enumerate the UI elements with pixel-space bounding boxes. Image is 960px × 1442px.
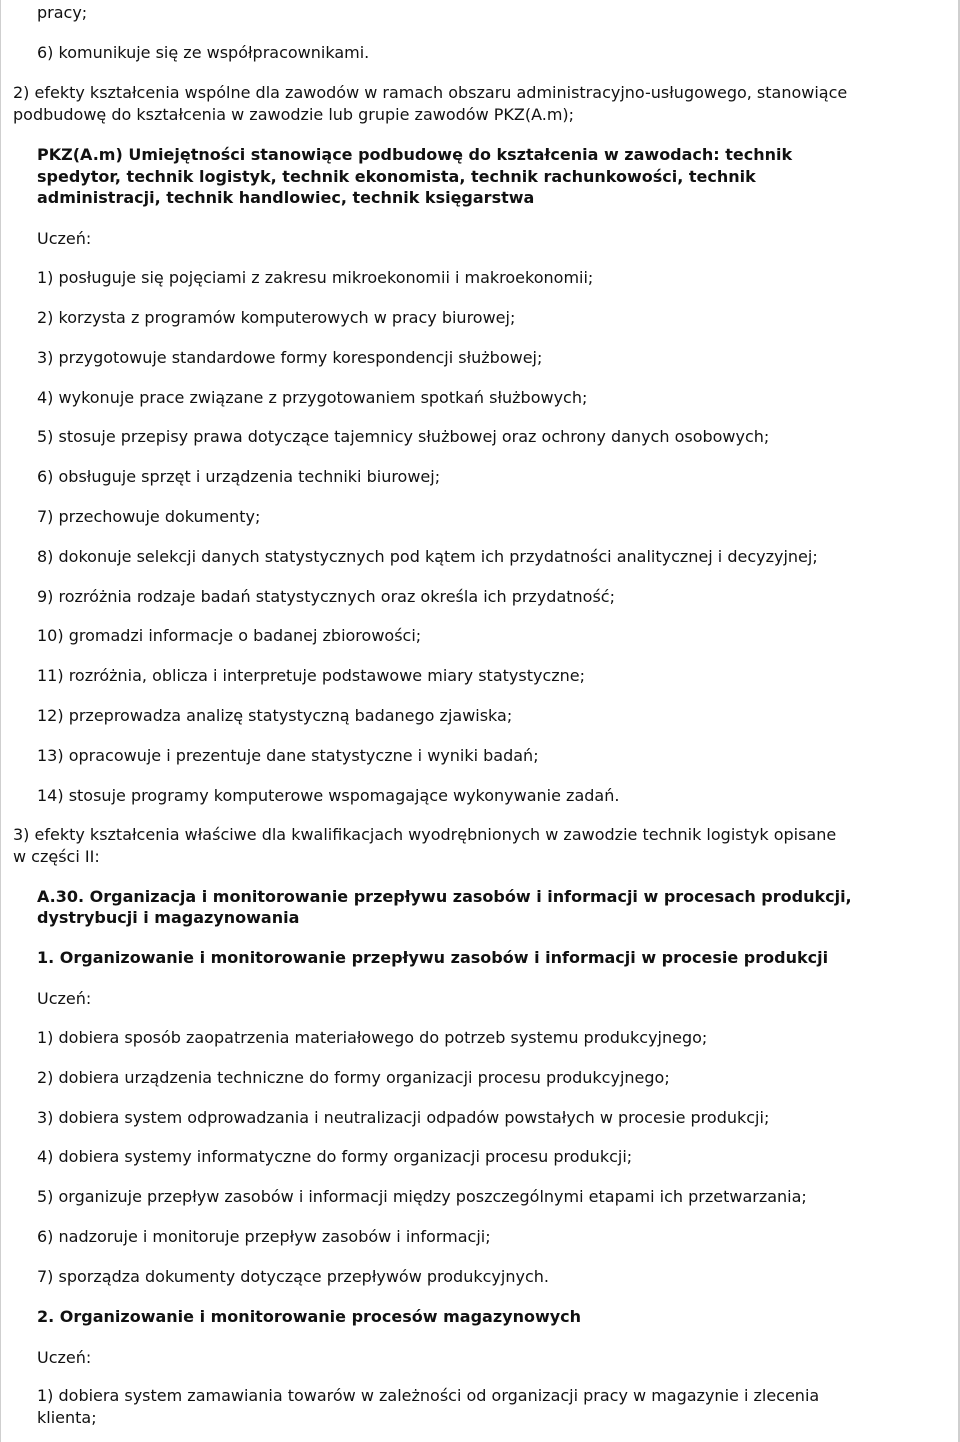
list-item: 13) opracowuje i prezentuje dane statystyczne i wyniki badań;	[37, 746, 539, 765]
list-item: 9) rozróżnia rodzaje badań statystycznych oraz określa ich przydatność;	[37, 587, 615, 606]
list-item-line-2: klienta;	[37, 1408, 97, 1427]
prev-list-item: 6) komunikuje się ze współpracownikami.	[37, 43, 370, 62]
list-item-line-1: 1) dobiera system zamawiania towarów w zależności od organizacji pracy w magazynie i zlecenia	[37, 1386, 820, 1405]
top-fragment: pracy;	[37, 3, 88, 22]
section-3-line-2: w części II:	[13, 847, 100, 866]
list-item: 8) dokonuje selekcji danych statystycznych pod kątem ich przydatności analitycznej i decyzyjnej;	[37, 547, 818, 566]
section-2-line-1: 2) efekty kształcenia wspólne dla zawodów w ramach obszaru administracyjno-usługowego, stanowiące	[13, 83, 848, 102]
subsection-2-heading: 2. Organizowanie i monitorowanie procesów magazynowych	[37, 1307, 582, 1326]
pkz-heading-line-2: spedytor, technik logistyk, technik ekonomista, technik rachunkowości, technik	[37, 167, 756, 186]
pkz-heading-line-3: administracji, technik handlowiec, technik księgarstwa	[37, 188, 535, 207]
uczen-label: Uczeń:	[37, 989, 92, 1008]
list-item: 4) wykonuje prace związane z przygotowaniem spotkań służbowych;	[37, 388, 588, 407]
list-item: 12) przeprowadza analizę statystyczną badanego zjawiska;	[37, 706, 513, 725]
list-item: 6) nadzoruje i monitoruje przepływ zasobów i informacji;	[37, 1227, 491, 1246]
pkz-heading-line-1: PKZ(A.m) Umiejętności stanowiące podbudowę do kształcenia w zawodach: technik	[37, 145, 793, 164]
list-item: 2) dobiera urządzenia techniczne do formy organizacji procesu produkcyjnego;	[37, 1068, 670, 1087]
list-item: 2) korzysta z programów komputerowych w pracy biurowej;	[37, 308, 516, 327]
left-border	[0, 0, 1, 1442]
subsection-1-heading: 1. Organizowanie i monitorowanie przepływu zasobów i informacji w procesie produkcji	[37, 948, 829, 967]
list-item: 6) obsługuje sprzęt i urządzenia techniki biurowej;	[37, 467, 441, 486]
list-item: 5) stosuje przepisy prawa dotyczące tajemnicy służbowej oraz ochrony danych osobowych;	[37, 427, 770, 446]
list-item: 10) gromadzi informacje o badanej zbiorowości;	[37, 626, 422, 645]
a30-heading-line-2: dystrybucji i magazynowania	[37, 908, 300, 927]
list-item: 7) przechowuje dokumenty;	[37, 507, 261, 526]
list-item: 14) stosuje programy komputerowe wspomagające wykonywanie zadań.	[37, 786, 620, 805]
list-item: 1) posługuje się pojęciami z zakresu mikroekonomii i makroekonomii;	[37, 268, 594, 287]
a30-heading-line-1: A.30. Organizacja i monitorowanie przepływu zasobów i informacji w procesach produkcji,	[37, 887, 852, 906]
uczen-label: Uczeń:	[37, 229, 92, 248]
list-item: 11) rozróżnia, oblicza i interpretuje podstawowe miary statystyczne;	[37, 666, 586, 685]
list-item: 3) przygotowuje standardowe formy korespondencji służbowej;	[37, 348, 543, 367]
section-3-line-1: 3) efekty kształcenia właściwe dla kwalifikacjach wyodrębnionych w zawodzie technik logistyk opisane	[13, 825, 837, 844]
list-item: 5) organizuje przepływ zasobów i informacji między poszczególnymi etapami ich przetwarzania;	[37, 1187, 807, 1206]
list-item: 4) dobiera systemy informatyczne do formy organizacji procesu produkcji;	[37, 1147, 633, 1166]
list-item: 1) dobiera sposób zaopatrzenia materiałowego do potrzeb systemu produkcyjnego;	[37, 1028, 708, 1047]
section-2-line-2: podbudowę do kształcenia w zawodzie lub grupie zawodów PKZ(A.m);	[13, 105, 575, 124]
list-item: 7) sporządza dokumenty dotyczące przepływów produkcyjnych.	[37, 1267, 549, 1286]
list-item: 3) dobiera system odprowadzania i neutralizacji odpadów powstałych w procesie produkcji;	[37, 1108, 770, 1127]
uczen-label: Uczeń:	[37, 1348, 92, 1367]
